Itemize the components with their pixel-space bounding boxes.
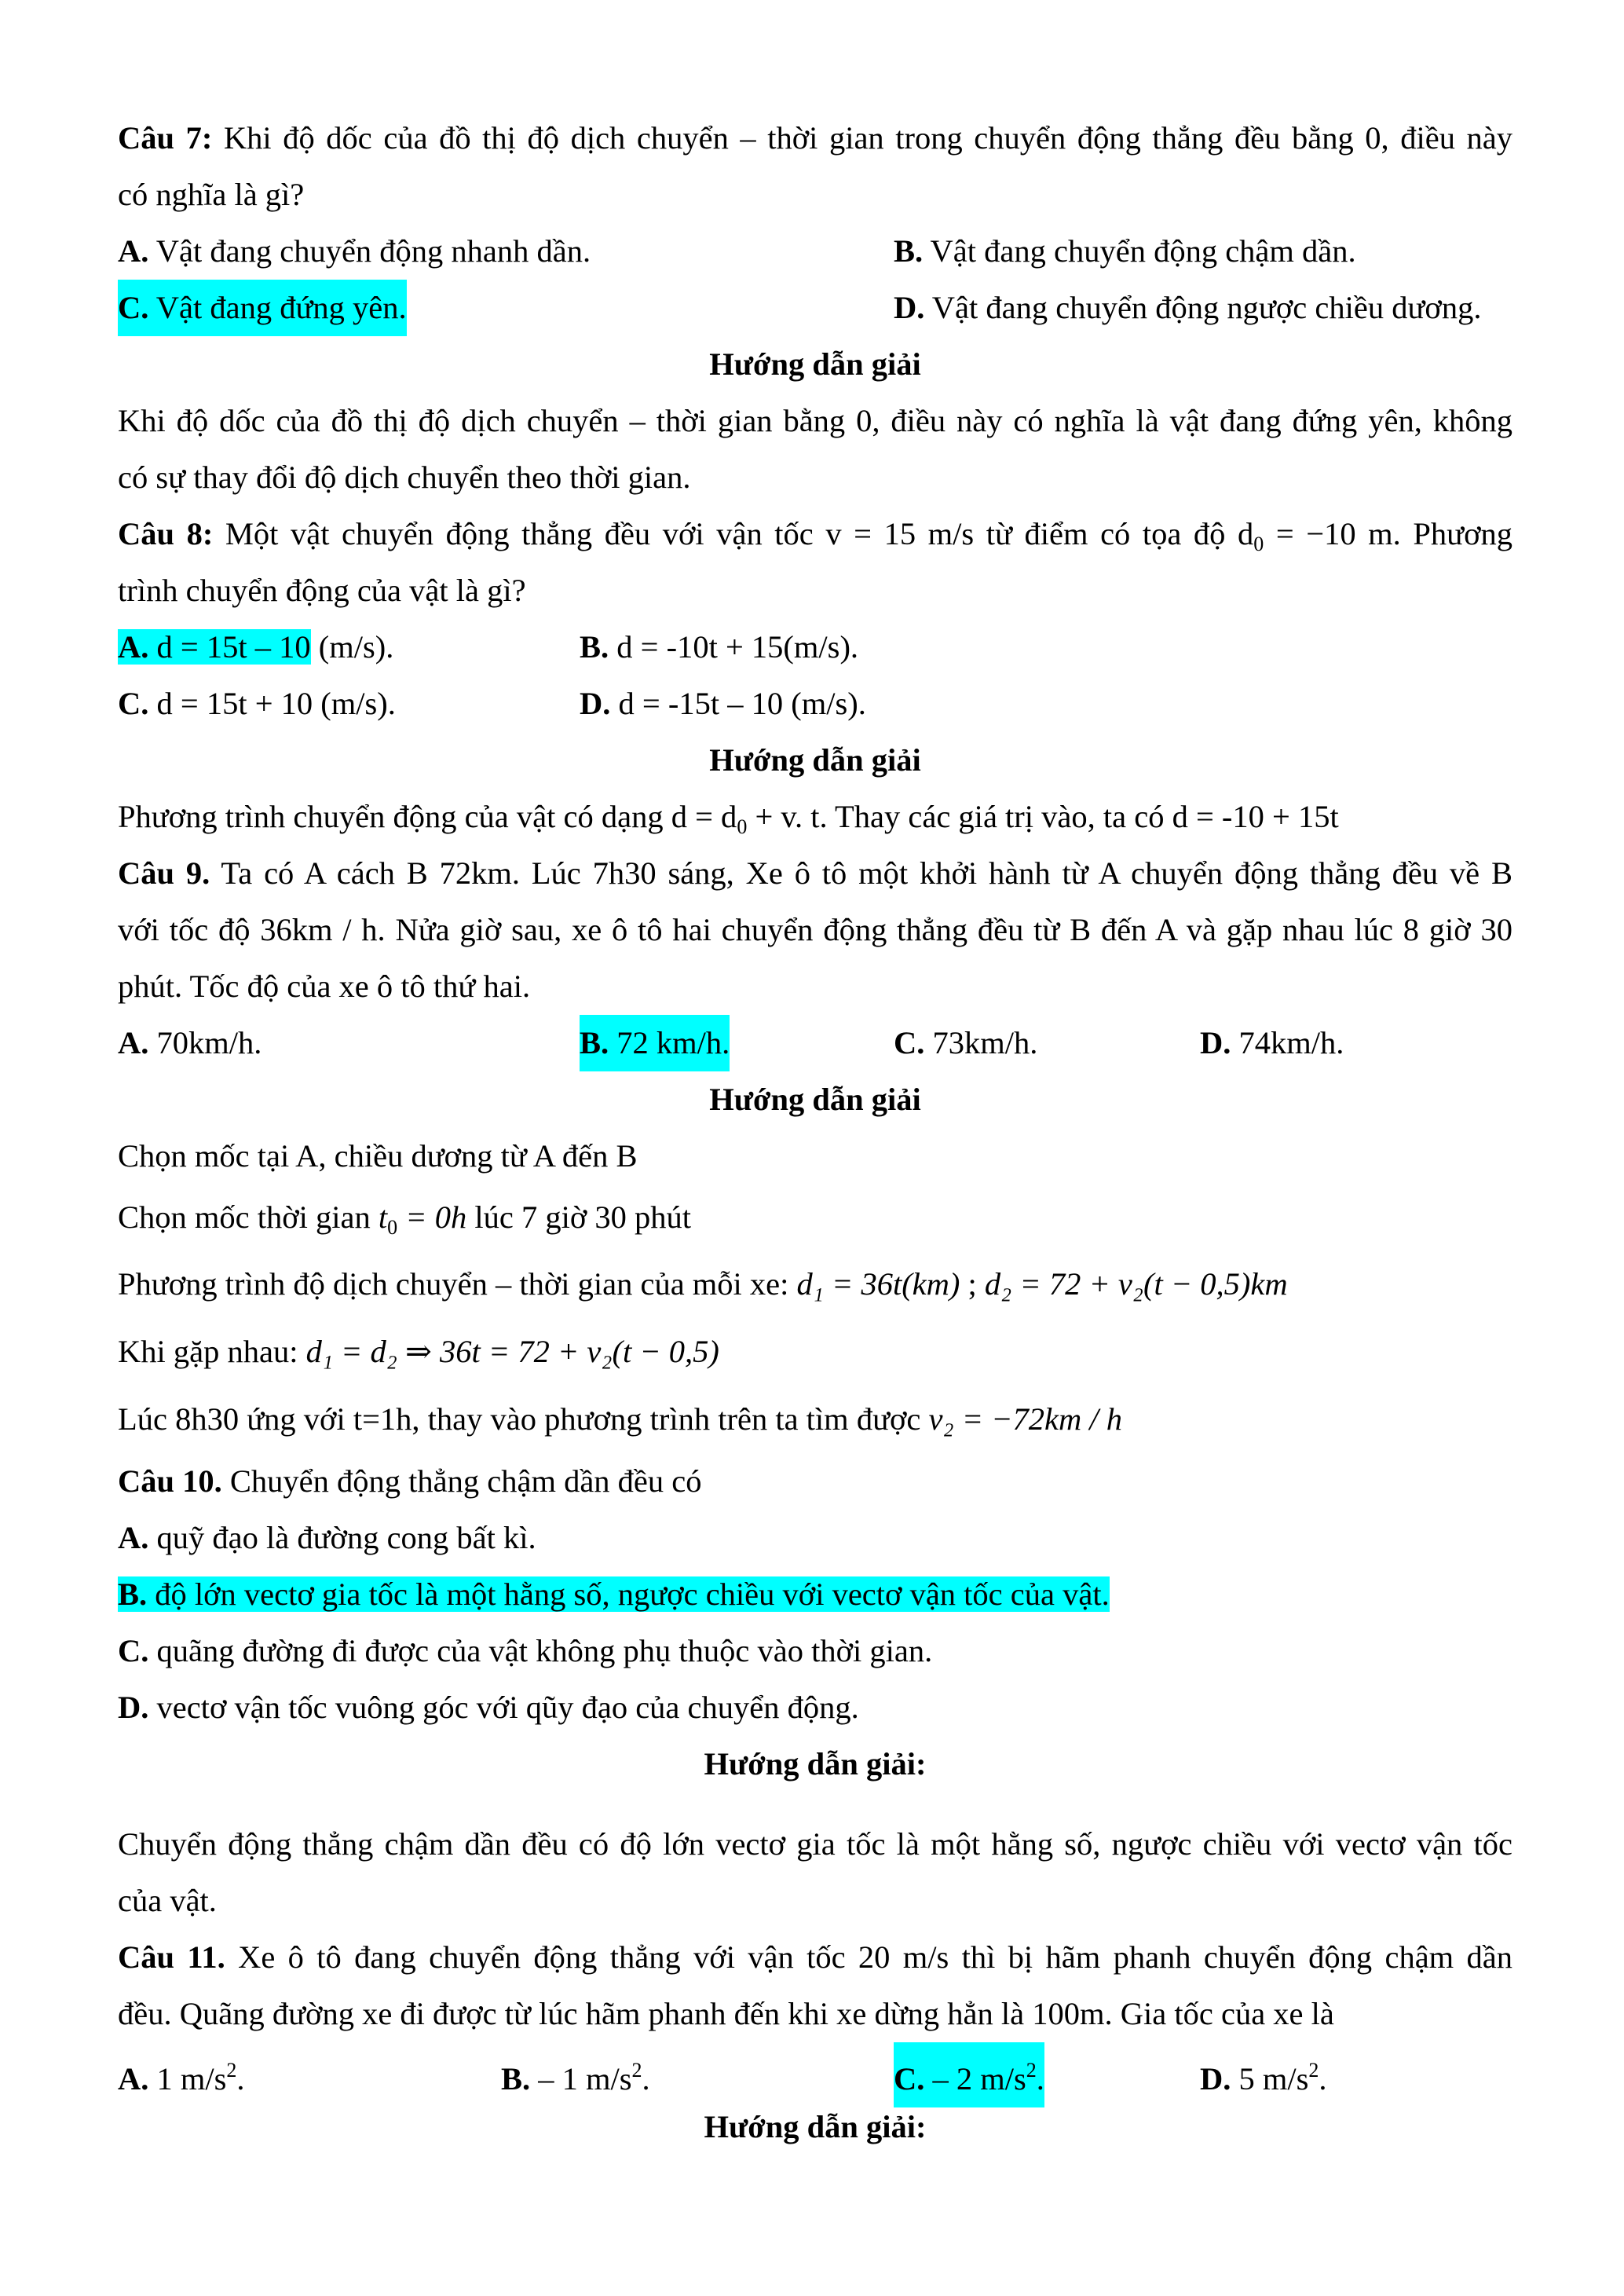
- q9-option-c-letter: C.: [894, 1025, 925, 1060]
- q7-option-d[interactable]: [894, 280, 1481, 336]
- q10-line-1: [118, 1453, 1512, 1510]
- q9-line-1: [118, 845, 1512, 902]
- q7-option-d-letter: D.: [894, 290, 925, 325]
- q11-option-a[interactable]: [118, 2042, 245, 2107]
- q8-option-b-letter: B.: [580, 629, 609, 665]
- q9-guide-line-1: Chọn mốc tại A, chiều dương từ A đến B: [118, 1138, 638, 1174]
- q8-text-1-eq: = −10 m. Phương: [1264, 516, 1513, 551]
- q11-option-b-end: .: [642, 2061, 650, 2096]
- q8-options-row-1: [118, 619, 1512, 676]
- q8-d-subscript: 0: [1253, 533, 1264, 555]
- q8-options-row-2: [118, 676, 1512, 732]
- q9-option-c-text: 73km/h.: [932, 1025, 1038, 1060]
- q9-guide-3-eq2: d₂ = 72 + v₂(t − 0,5)km: [984, 1266, 1288, 1302]
- q11-guide-title: Hướng dẫn giải:: [704, 2109, 927, 2144]
- q8-option-b-text: d = -10t + 15(m/s).: [616, 629, 859, 665]
- q9-guide-3-eq1: d₁ = 36t(km): [796, 1266, 960, 1302]
- q11-option-a-letter: A.: [118, 2061, 149, 2096]
- q8-option-c-letter: C.: [118, 686, 149, 721]
- q11-option-b-text: – 1 m/s: [538, 2061, 632, 2096]
- q11-option-c-text: – 2 m/s: [932, 2061, 1026, 2096]
- q9-guide-2-sub: 0: [387, 1216, 398, 1239]
- q10-option-b-correct[interactable]: [118, 1576, 1110, 1612]
- q7-option-b[interactable]: [894, 223, 1356, 280]
- q11-option-b-sup: 2: [631, 2059, 642, 2082]
- q9-line-3: phút. Tốc độ của xe ô tô thứ hai.: [118, 969, 531, 1004]
- q11-options-row: [118, 2042, 1512, 2099]
- q11-text-1: Xe ô tô đang chuyển động thẳng với vận tốc 20 m/s thì bị hãm phanh chuyển động chậm dần: [238, 1939, 1512, 1975]
- q9-text-1: Ta có A cách B 72km. Lúc 7h30 sáng, Xe ô tô một khởi hành từ A chuyển động thẳng đều về B: [221, 855, 1512, 891]
- q11-option-c-letter: C.: [894, 2061, 925, 2096]
- q8-guide-title: Hướng dẫn giải: [709, 742, 921, 778]
- q8-option-a[interactable]: [118, 619, 393, 676]
- q7-option-b-text: Vật đang chuyển động chậm dần.: [930, 233, 1356, 269]
- q7-option-a-letter: A.: [118, 233, 149, 269]
- q10-text-1: Chuyển động thẳng chậm dần đều có: [229, 1463, 702, 1499]
- q9-line-2: với tốc độ 36km / h. Nửa giờ sau, xe ô tô hai chuyển động thẳng đều từ B đến A và gặp nhau lúc 8 giờ 30: [118, 912, 1512, 947]
- q9-guide-line-5: [118, 1386, 1512, 1453]
- q9-guide-4-eq: d₁ = d₂ ⇒ 36t = 72 + v₂(t − 0,5): [305, 1334, 719, 1369]
- q7-option-d-text: Vật đang chuyển động ngược chiều dương.: [931, 290, 1482, 325]
- q9-guide-line-4: [118, 1318, 1512, 1386]
- q11-option-d-text: 5 m/s: [1238, 2061, 1309, 2096]
- q8-line-1: [118, 506, 1512, 562]
- q9-options-row: [118, 1015, 1512, 1071]
- q7-text-1: Khi độ dốc của đồ thị độ dịch chuyển – thời gian trong chuyển động thẳng đều bằng 0, điều này: [223, 120, 1512, 156]
- q7-option-c-letter: C.: [118, 290, 149, 325]
- q8-line-2: trình chuyển động của vật là gì?: [118, 573, 526, 608]
- q11-option-d-sup: 2: [1308, 2059, 1319, 2082]
- q7-options-row-1: [118, 223, 1512, 280]
- q7-option-a-text: Vật đang chuyển động nhanh dần.: [155, 233, 591, 269]
- q8-option-c[interactable]: [118, 676, 396, 732]
- q8-option-a-letter: A.: [118, 629, 149, 665]
- q11-option-c-correct[interactable]: [894, 2042, 1044, 2107]
- q7-guide-line-1: Khi độ dốc của đồ thị độ dịch chuyển – thời gian bằng 0, điều này có nghĩa là vật đang đứng yên, không: [118, 403, 1512, 438]
- q11-option-d-letter: D.: [1200, 2061, 1231, 2096]
- q10-label: Câu 10.: [118, 1463, 222, 1499]
- q7-option-b-letter: B.: [894, 233, 924, 269]
- q11-option-d[interactable]: [1200, 2042, 1327, 2107]
- q11-option-a-text: 1 m/s: [156, 2061, 227, 2096]
- q9-option-c[interactable]: [894, 1015, 1037, 1071]
- q9-guide-line-2: [118, 1185, 1512, 1251]
- q8-option-d-letter: D.: [580, 686, 611, 721]
- q9-guide-2-tail: lúc 7 giờ 30 phút: [466, 1199, 692, 1235]
- q10-guide-line-2: của vật.: [118, 1883, 217, 1918]
- q10-option-d-text: vectơ vận tốc vuông góc với qũy đạo của chuyển động.: [156, 1690, 859, 1725]
- q9-label: Câu 9.: [118, 855, 210, 891]
- q9-guide-3-sep: ;: [960, 1266, 985, 1302]
- q9-guide-3-text: Phương trình độ dịch chuyển – thời gian của mỗi xe:: [118, 1266, 797, 1302]
- q9-option-b-correct[interactable]: [580, 1015, 730, 1071]
- q11-line-1: [118, 1929, 1512, 1986]
- q8-text-1a: Một vật chuyển động thẳng đều với vận tốc v = 15 m/s từ điểm có tọa độ: [225, 516, 1226, 551]
- q7-option-c-text: Vật đang đứng yên.: [155, 290, 407, 325]
- q9-option-b-letter: B.: [580, 1025, 609, 1060]
- q10-option-c[interactable]: [118, 1623, 1512, 1679]
- q8-option-d[interactable]: [580, 676, 866, 732]
- q10-option-b-letter: B.: [118, 1576, 148, 1612]
- q8-label: Câu 8:: [118, 516, 214, 551]
- q8-guide-text-a: Phương trình chuyển động của vật có dạng d = d: [118, 799, 737, 834]
- q8-guide-text-b: + v. t. Thay các giá trị vào, ta có d = -10 + 15t: [747, 799, 1339, 834]
- q8-option-b[interactable]: [580, 619, 858, 676]
- q7-text-2: có nghĩa là gì?: [118, 177, 305, 212]
- q9-option-b-text: 72 km/h.: [616, 1025, 730, 1060]
- q10-option-d-letter: D.: [118, 1690, 149, 1725]
- q7-label: Câu 7:: [118, 120, 213, 156]
- q11-option-d-end: .: [1319, 2061, 1327, 2096]
- q9-guide-line-3: [118, 1251, 1512, 1318]
- q9-option-d-text: 74km/h.: [1238, 1025, 1344, 1060]
- q11-label: Câu 11.: [118, 1939, 225, 1975]
- q9-option-d[interactable]: [1200, 1015, 1344, 1071]
- q11-option-c-end: .: [1036, 2061, 1044, 2096]
- q9-guide-2-t: t: [378, 1199, 388, 1235]
- q11-option-a-sup: 2: [226, 2059, 237, 2082]
- q9-guide-5-text: Lúc 8h30 ứng với t=1h, thay vào phương trình trên ta tìm được: [118, 1401, 929, 1437]
- q9-option-d-letter: D.: [1200, 1025, 1231, 1060]
- q11-option-a-end: .: [236, 2061, 245, 2096]
- q7-line-1: [118, 110, 1512, 167]
- q9-guide-2-text: Chọn mốc thời gian: [118, 1199, 379, 1235]
- q8-option-d-text: d = -15t – 10 (m/s).: [618, 686, 866, 721]
- q8-option-c-text: d = 15t + 10 (m/s).: [156, 686, 396, 721]
- q10-option-a[interactable]: [118, 1510, 1512, 1566]
- q8-option-a-unit: (m/s).: [310, 629, 394, 665]
- q9-option-a-text: 70km/h.: [156, 1025, 262, 1060]
- q10-option-b-text: độ lớn vectơ gia tốc là một hằng số, ngược chiều với vectơ vận tốc của vật.: [155, 1576, 1110, 1612]
- q10-guide-line-1: Chuyển động thẳng chậm dần đều có độ lớn vectơ gia tốc là một hằng số, ngược chiều với vectơ vận tốc: [118, 1826, 1512, 1862]
- q7-guide-title: Hướng dẫn giải: [709, 346, 921, 382]
- q8-guide-line-1: [118, 789, 1512, 845]
- q10-option-c-letter: C.: [118, 1633, 149, 1668]
- q11-line-2: đều. Quãng đường xe đi được từ lúc hãm phanh đến khi xe dừng hẳn là 100m. Gia tốc của xe là: [118, 1996, 1334, 2031]
- q9-guide-4-text: Khi gặp nhau:: [118, 1334, 306, 1369]
- q7-option-a[interactable]: [118, 223, 591, 280]
- q9-option-a[interactable]: [118, 1015, 262, 1071]
- q10-option-d[interactable]: [118, 1679, 1512, 1736]
- q11-option-b-letter: B.: [501, 2061, 531, 2096]
- q11-option-c-sup: 2: [1026, 2059, 1037, 2082]
- q8-guide-subscript: 0: [737, 815, 748, 838]
- q9-guide-5-eq: v₂ = −72km / h: [928, 1401, 1122, 1437]
- q11-option-b[interactable]: [501, 2042, 650, 2107]
- q7-guide-line-2: có sự thay đổi độ dịch chuyển theo thời gian.: [118, 460, 691, 495]
- q7-option-c-correct[interactable]: [118, 280, 407, 336]
- q10-option-b-row: [118, 1566, 1512, 1623]
- q8-d-symbol: d: [1238, 516, 1254, 551]
- q9-guide-2-eq: = 0h: [397, 1199, 467, 1235]
- q9-guide-title: Hướng dẫn giải: [709, 1082, 921, 1117]
- q9-option-a-letter: A.: [118, 1025, 149, 1060]
- q10-option-a-letter: A.: [118, 1520, 149, 1555]
- q7-line-2: [118, 167, 1512, 223]
- q10-option-a-text: quỹ đạo là đường cong bất kì.: [156, 1520, 536, 1555]
- q8-option-a-text: d = 15t – 10: [156, 629, 311, 665]
- q10-option-c-text: quãng đường đi được của vật không phụ thuộc vào thời gian.: [156, 1633, 933, 1668]
- q10-guide-title: Hướng dẫn giải:: [704, 1746, 927, 1782]
- q7-options-row-2: [118, 280, 1512, 336]
- document-page: [118, 110, 1512, 2155]
